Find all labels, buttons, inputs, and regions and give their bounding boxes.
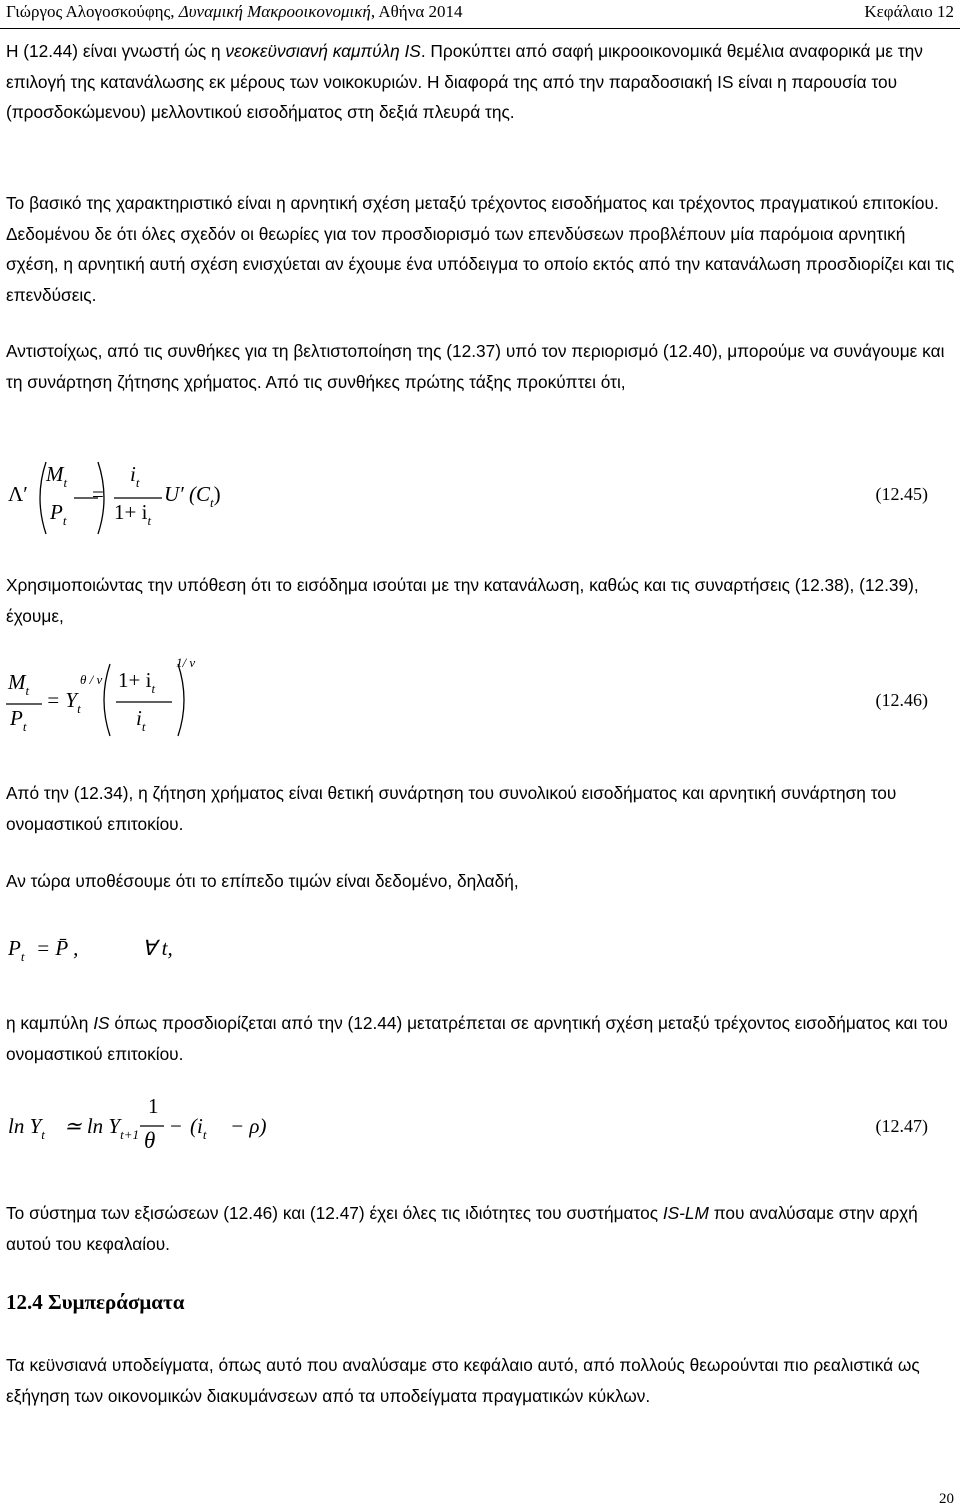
section-heading: 12.4 Συμπεράσματα [6,1290,185,1314]
eq45-rhs: U′ $(C_t)$ [164,482,221,510]
paragraph-4: Χρησιμοποιώντας την υπόθεση ότι το εισόδημα ισούται με την κατανάλωση, καθώς και τις συναρτήσεις (12.38), (12.39), έχουμε, [6,575,919,626]
p1-text-italic: νεοκεϋνσιανή καμπύλη IS [225,41,421,61]
eq46-number: (12.46) [875,690,928,710]
paragraph-8: Το σύστημα των εξισώσεων (12.46) και (12.47) έχει όλες τις ιδιότητες του συστήματος IS-LM που αναλύσαμε στην αρχή αυτού του κεφαλαίου. [6,1203,918,1254]
p1-text-a: Η (12.44) είναι γνωστή ώς η [6,41,226,61]
eq45-num-left: $M_t$ [46,462,68,490]
eq45-den-left: $P_t$ [50,500,67,528]
eq45-num-right: $i_t$ [130,462,140,490]
eq45-number: (12.45) [875,484,928,504]
eq47-minus-rho: − ρ) [230,1114,267,1138]
eq47-frac-den: θ [144,1128,156,1153]
running-title [6,2,463,22]
eq45-lambda: Λ′ [8,482,28,506]
eq45-equals: = [92,482,104,506]
eq47-rhs-ln: ≃ $\ln Y_{t+1}$ [64,1114,139,1142]
eq-price-rhs: = P̄ , [36,936,79,960]
paragraph-1 [6,36,956,128]
eq-price-forall: ∀ t, [142,936,173,960]
paragraph-6: Αν τώρα υποθέσουμε ότι το επίπεδο τιμών είναι δεδομένο, δηλαδή, [6,871,519,891]
eq45-den-right: $1+ i_t$ [114,500,152,528]
eq46-exp: θ / ν [80,672,103,687]
paragraph-5: Από την (12.34), η ζήτηση χρήματος είναι θετική συνάρτηση του συνολικού εισοδήματος και αρνητική συνάρτηση του ονομαστικού επιτοκίου. [6,783,897,834]
paragraph-9: Τα κεϋνσιανά υποδείγματα, όπως αυτό που αναλύσαμε στο κεφάλαιο αυτό, από πολλούς θεωρούνται πιο ρεαλιστικά ως εξήγηση των οικονομικών διακυμάνσεων από τα υποδείγματα πραγματικών κύκλων. [6,1355,920,1406]
p1-text-c: . Προκύπτει από σαφή μικροοικονομικά θεμέλια αναφορικά με την επιλογή της κατανάλωσης εκ μέρους των νοικοκυριών. Η διαφορά της από την παραδοσιακή IS είναι η παρουσία του (προσδοκώμενου) μελλοντικού εισοδήματος στη δεξιά πλευρά της. [6,41,923,123]
eq46-num-right: $1+ i_t$ [118,668,156,696]
eq47-minus: − [170,1114,182,1138]
eq47-lhs: $\ln Y_t$ [8,1114,45,1142]
place-year: , Αθήνα 2014 [370,2,463,21]
eq46-den-left: $P_t$ [10,706,27,734]
paragraph-2: Το βασικό της χαρακτηριστικό είναι η αρνητική σχέση μεταξύ τρέχοντος εισοδήματος και τρέχοντος πραγματικού επιτοκίου. Δεδομένου δε ότι όλες σχεδόν οι θεωρίες για τον προσδιορισμό των επενδύσεων προβλέπουν μία παρόμοια αρνητική σχέση, η αρνητική αυτή σχέση ενισχύεται αν έχουμε ένα υπόδειγμα το οποίο εκτός από την κατανάλωση προσδιορίζει και τις επενδύσεις. [6,193,955,306]
eq-price-lhs: $P_t$ [8,936,25,964]
page-header [0,0,960,29]
author-name: Γιώργος Αλογοσκούφης, [6,2,175,21]
paragraph-7: η καμπύλη IS όπως προσδιορίζεται από την (12.44) μετατρέπεται σε αρνητική σχέση μεταξύ τρέχοντος εισοδήματος και του ονομαστικού επιτοκίου. [6,1013,948,1064]
eq47-paren: ($i_t$ [190,1114,207,1142]
eq46-outer-exp: 1/ ν [176,655,196,670]
page-number: 20 [939,1491,954,1507]
eq47-number: (12.47) [875,1116,928,1136]
chapter-label: Κεφάλαιο 12 [864,2,954,21]
eq46-equals-y: = $Y_t$ [46,688,81,716]
eq46-den-right: $i_t$ [136,706,146,734]
book-title: Δυναμική Μακροοικονομική [178,2,371,21]
eq47-frac-num: 1 [148,1094,159,1118]
paragraph-3: Αντιστοίχως, από τις συνθήκες για τη βελτιστοποίηση της (12.37) υπό τον περιορισμό (12.40), μπορούμε να συνάγουμε και τη συνάρτηση ζήτησης χρήματος. Από τις συνθήκες πρώτης τάξης προκύπτει ότι, [6,341,945,392]
eq46-num-left: $M_t$ [8,670,30,698]
